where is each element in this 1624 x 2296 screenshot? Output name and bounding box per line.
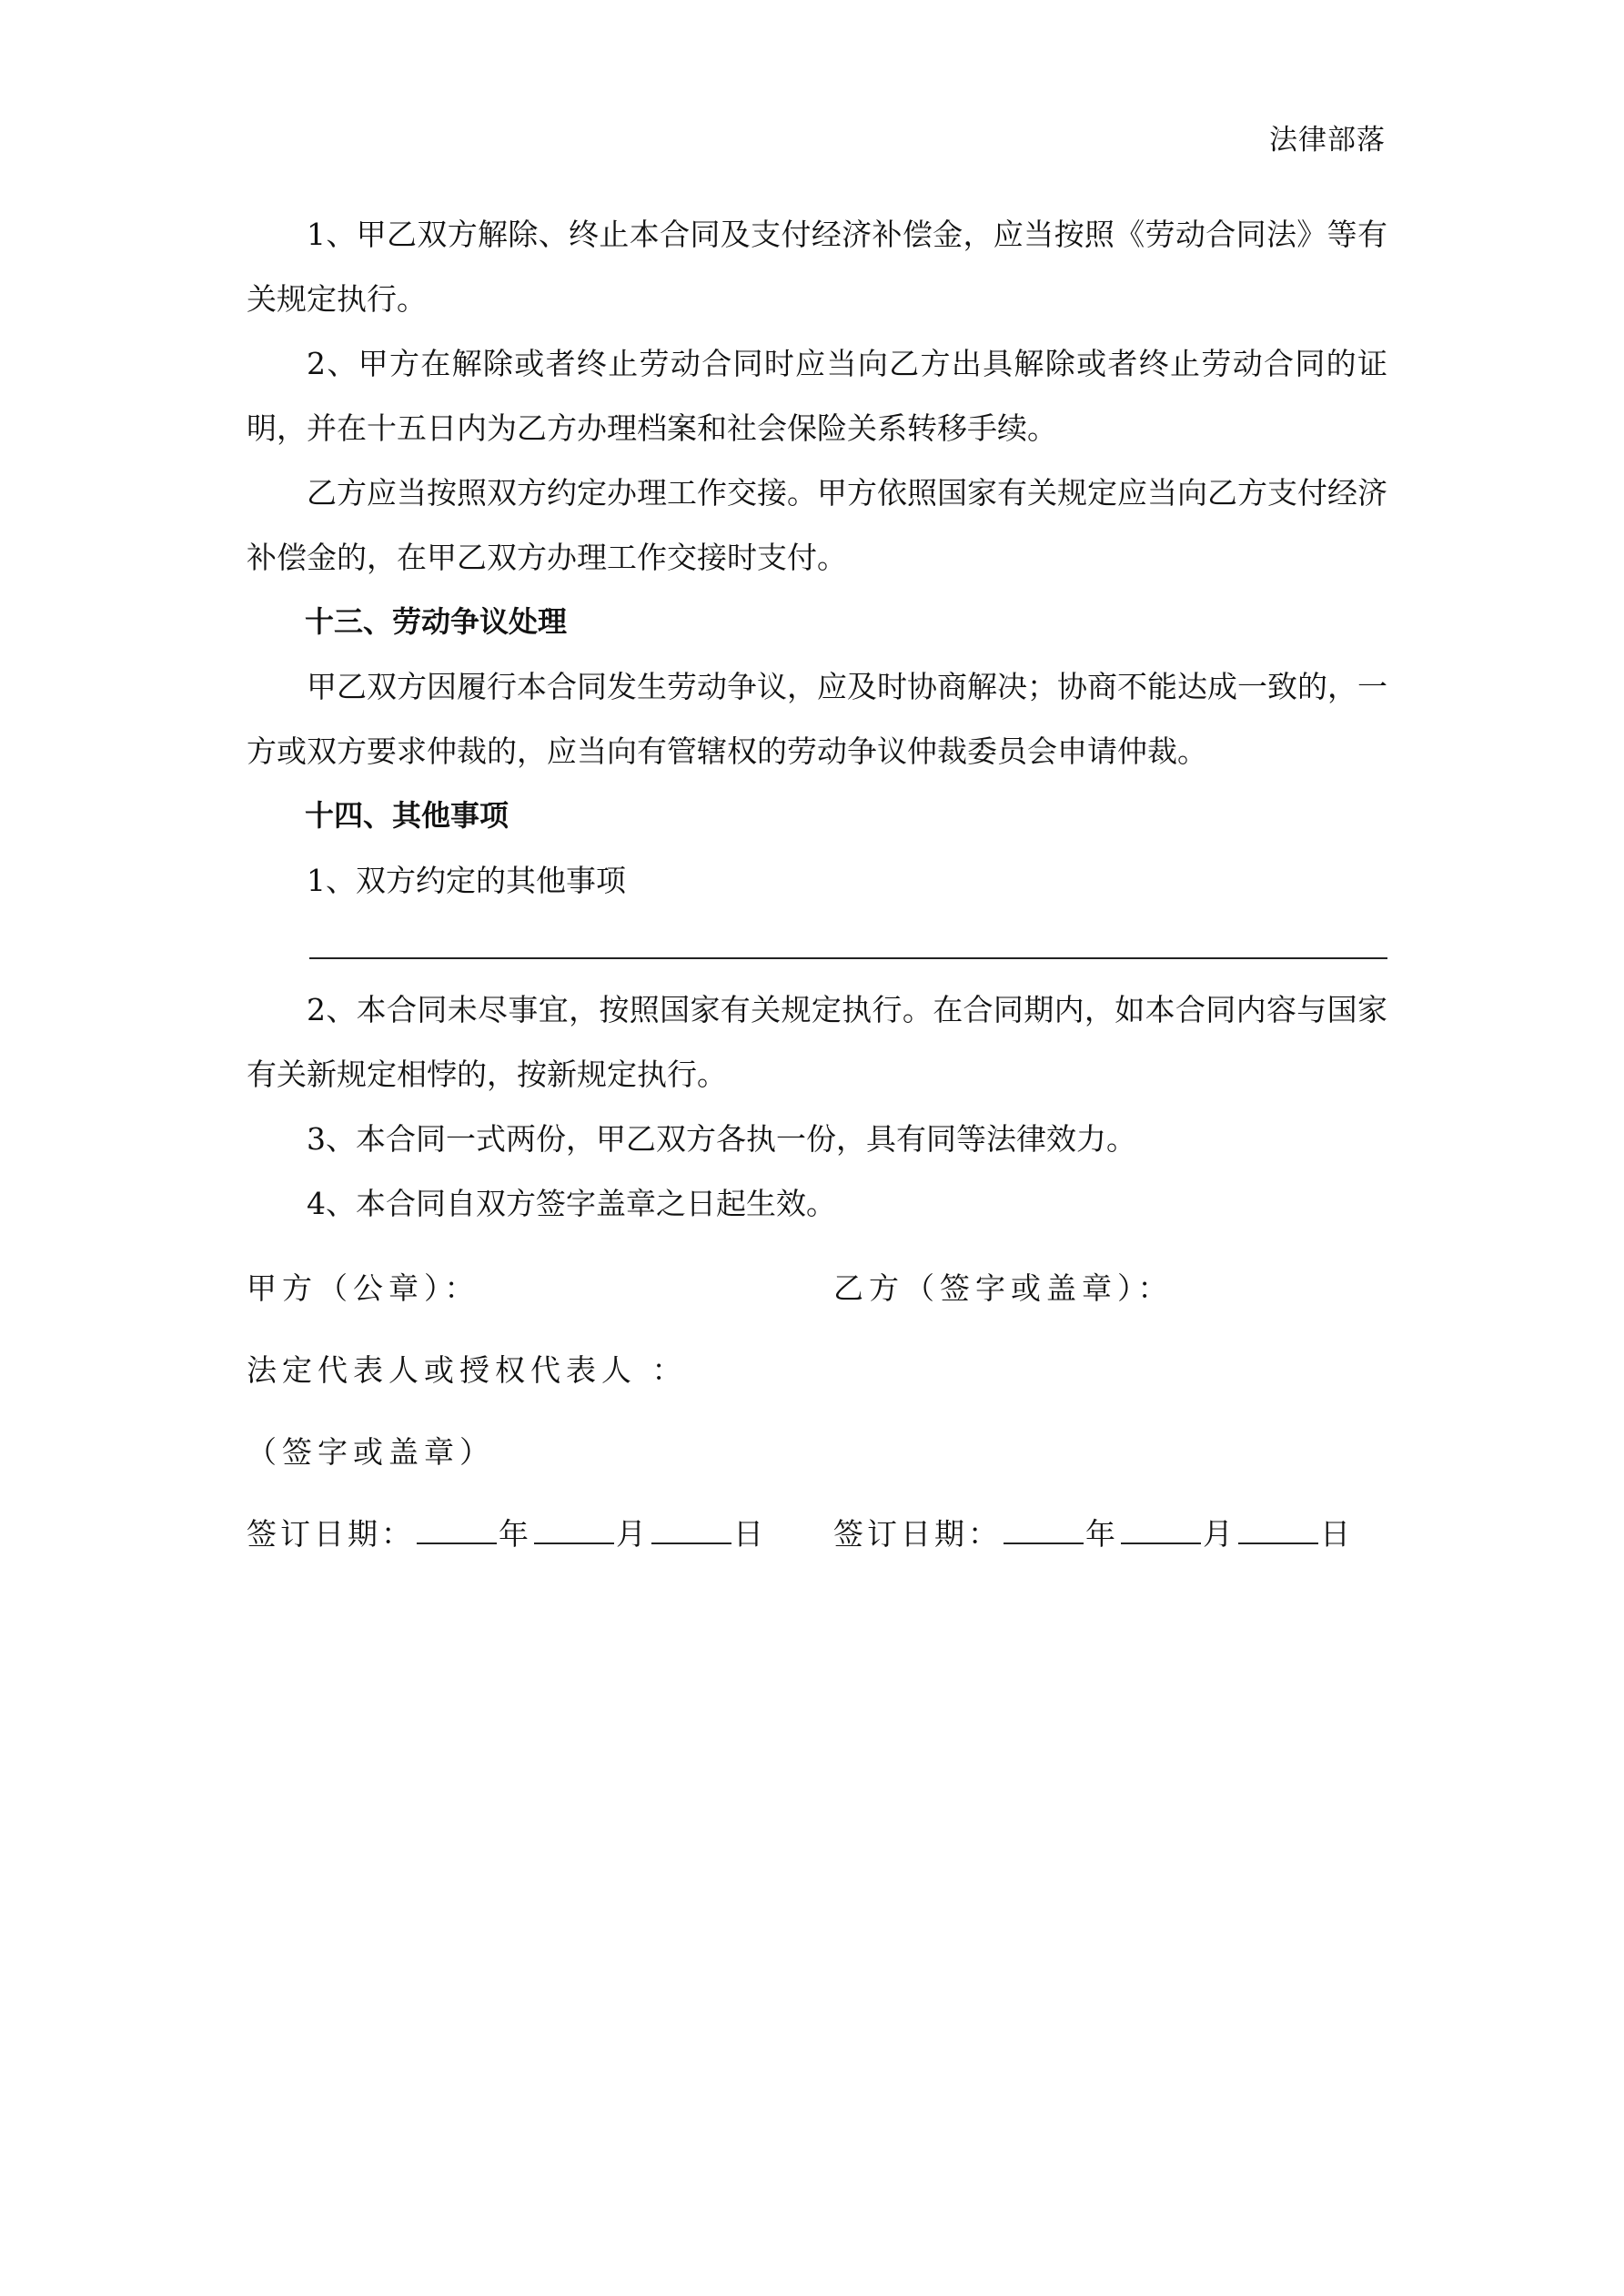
clause-other-1: 1、双方约定的其他事项 [307, 863, 626, 898]
party-b-date [833, 1511, 1354, 1553]
month-blank [534, 1515, 614, 1544]
clause-other-3: 3、本合同一式两份，甲乙双方各执一份，具有同等法律效力。 [307, 1121, 1136, 1157]
month-label: 月 [616, 1516, 650, 1552]
header-brand: 法律部落 [1269, 124, 1386, 157]
party-a-date [247, 1516, 767, 1552]
signing-date-row [247, 1511, 1387, 1553]
clause-dispute: 甲乙双方因履行本合同发生劳动争议，应及时协商解决；协商不能达成一致的，一方或双方要求仲裁的，应当向有管辖权的劳动争议仲裁委员会申请仲裁。 [247, 669, 1387, 769]
sign-or-seal-label: （签字或盖章） [247, 1434, 495, 1470]
clause-other-2: 2、本合同未尽事宜，按照国家有关规定执行。在合同期内，如本合同内容与国家有关新规定相悖的，按新规定执行。 [247, 992, 1387, 1092]
day-blank [1238, 1515, 1318, 1544]
sign-or-seal-row [247, 1429, 1387, 1472]
legal-rep-label: 法定代表人或授权代表人 ： [247, 1352, 688, 1388]
date-label: 签订日期： [833, 1516, 1002, 1552]
month-blank [1121, 1515, 1201, 1544]
signature-parties-row [247, 1265, 1387, 1308]
clause-termination-1: 1、甲乙双方解除、终止本合同及支付经济补偿金，应当按照《劳动合同法》等有关规定执行。 [247, 217, 1387, 317]
section-heading-13: 十三、劳动争议处理 [305, 604, 568, 639]
year-blank [1004, 1515, 1084, 1544]
year-label: 年 [499, 1516, 532, 1552]
clause-other-4: 4、本合同自双方签字盖章之日起生效。 [307, 1186, 836, 1221]
party-b-label: 乙方（签字或盖章）： [833, 1270, 1174, 1306]
day-label: 日 [733, 1516, 767, 1552]
clause-termination-2: 2、甲方在解除或者终止劳动合同时应当向乙方出具解除或者终止劳动合同的证明，并在十五日内为乙方办理档案和社会保险关系转移手续。 [247, 346, 1387, 446]
date-label: 签订日期： [247, 1516, 415, 1552]
other-matters-blank [247, 913, 1387, 977]
legal-rep-row [247, 1347, 1387, 1390]
blank-underline [309, 957, 1387, 959]
year-label: 年 [1085, 1516, 1119, 1552]
day-label: 日 [1320, 1516, 1354, 1552]
month-label: 月 [1203, 1516, 1236, 1552]
day-blank [651, 1515, 731, 1544]
clause-handover: 乙方应当按照双方约定办理工作交接。甲方依照国家有关规定应当向乙方支付经济补偿金的，在甲乙双方办理工作交接时支付。 [247, 475, 1387, 575]
party-a-label: 甲方（公章）： [247, 1270, 480, 1306]
contract-body [247, 202, 1387, 1236]
year-blank [417, 1515, 497, 1544]
section-heading-14: 十四、其他事项 [305, 798, 509, 833]
